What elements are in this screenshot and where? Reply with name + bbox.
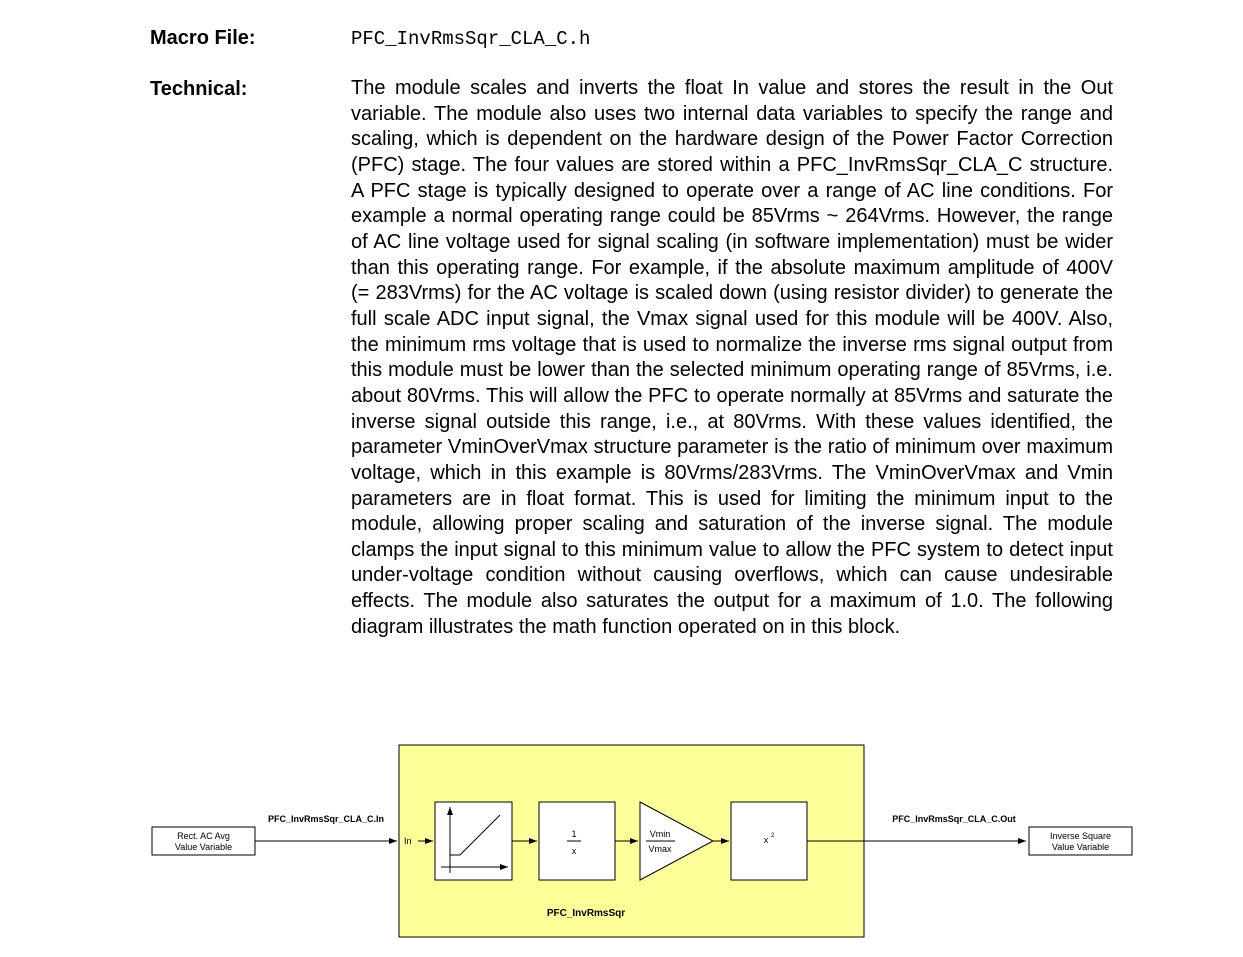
gain-denominator: Vmax bbox=[648, 844, 672, 854]
macro-file-value: PFC_InvRmsSqr_CLA_C.h bbox=[351, 28, 591, 50]
reciprocal-numerator: 1 bbox=[571, 829, 577, 839]
output-signal-label: PFC_InvRmsSqr_CLA_C.Out bbox=[892, 814, 1016, 824]
square-exponent: 2 bbox=[771, 833, 775, 839]
input-box-line1: Rect. AC Avg bbox=[177, 831, 230, 841]
technical-description bbox=[351, 76, 1113, 640]
reciprocal-denominator: x bbox=[571, 846, 577, 856]
gain-numerator: Vmin bbox=[649, 829, 671, 839]
square-block bbox=[731, 802, 807, 880]
input-signal-label: PFC_InvRmsSqr_CLA_C.In bbox=[267, 814, 385, 824]
square-base: x bbox=[763, 835, 769, 845]
output-box-line2: Value Variable bbox=[1051, 842, 1110, 852]
module-name-label: PFC_InvRmsSqr bbox=[546, 908, 626, 919]
in-port-label: In bbox=[404, 836, 412, 846]
technical-paragraph: The module scales and inverts the float In value and stores the result in the Out variable. The module also uses two internal data variables to specify the range and scaling, which is dependent on the hardware design of the Power Factor Correction (PFC) stage. The four values are stored within a PFC_InvRmsSqr_CLA_C structure. A PFC stage is typically designed to operate over a range of AC line conditions. For example a normal operating range could be 85Vrms ~ 264Vrms. However, the range of AC line voltage used for signal scaling (in software implementation) must be wider than this operating range. For example, if the absolute maximum amplitude of 400V (= 283Vrms) for the AC voltage is scaled down (using resistor divider) to generate the full scale ADC input signal, the Vmax signal used for this module will be 400V. Also, the minimum rms voltage that is used to normalize the inverse rms signal output from this module must be lower than the selected minimum operating range of 85Vrms, i.e. about 80Vrms. This will allow the PFC to operate normally at 85Vrms and saturate the inverse signal outside this range, i.e., at 80Vrms. With these values identified, the parameter VminOverVmax structure parameter is the ratio of minimum over maximum voltage, which in this example is 80Vrms/283Vrms. The VminOverVmax and Vmin parameters are in float format. This is used for limiting the minimum input to the module, allowing proper scaling and saturation of the inverse signal. The module clamps the input signal to this minimum value to allow the PFC system to detect input under-voltage condition without causing overflows, which can cause undesirable effects. The module also saturates the output for a maximum of 1.0. The following diagram illustrates the math function operated on in this block. bbox=[351, 77, 1113, 638]
block-diagram bbox=[0, 740, 1243, 950]
macro-file-label: Macro File: bbox=[150, 27, 256, 49]
output-box-line1: Inverse Square bbox=[1049, 831, 1112, 841]
input-box-line2: Value Variable bbox=[174, 842, 233, 852]
technical-label: Technical: bbox=[150, 78, 248, 100]
